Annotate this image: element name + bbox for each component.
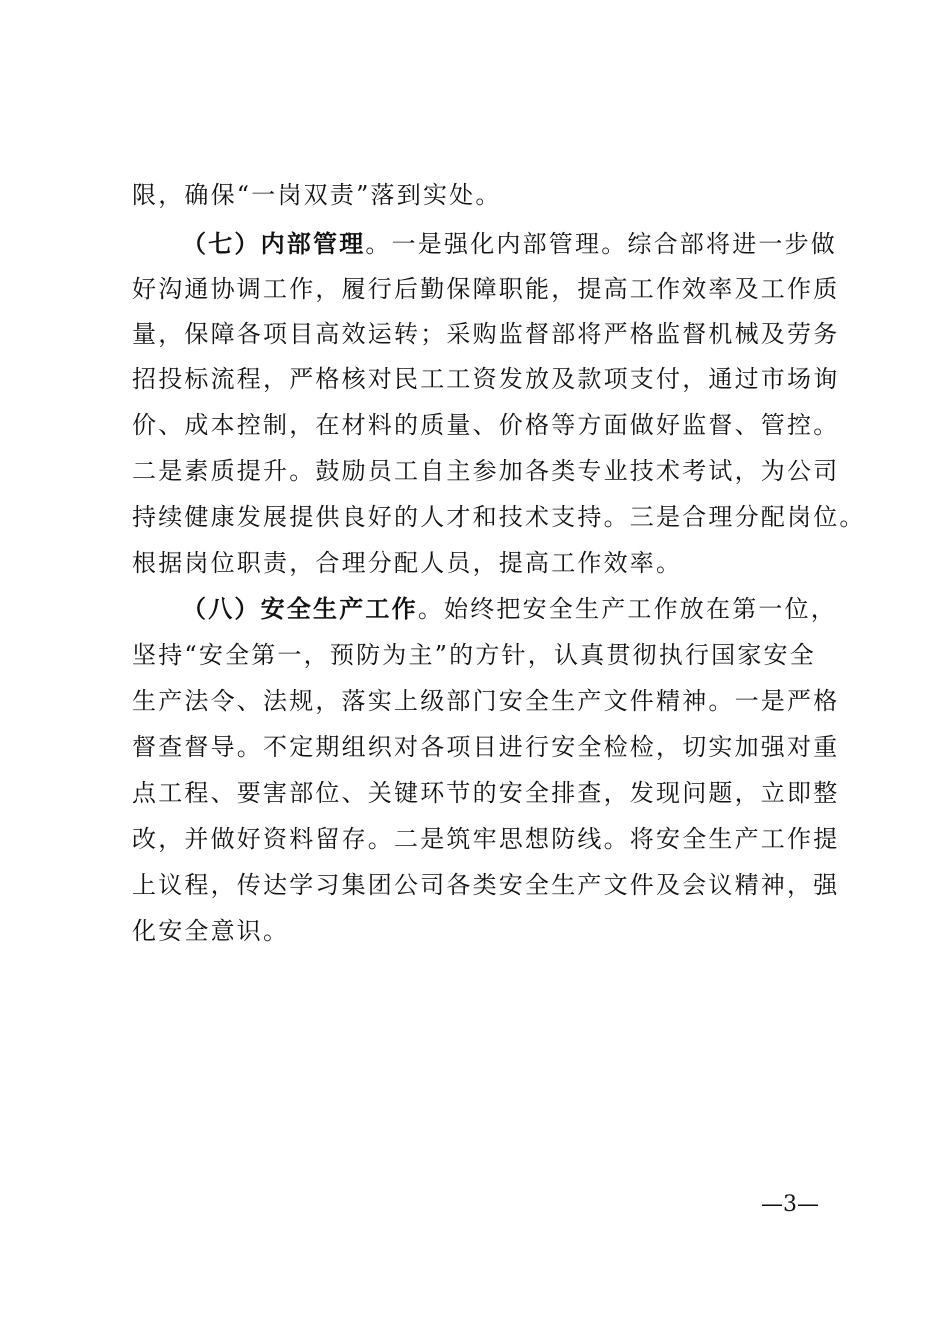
paragraph-line: 坚持“安全第一，预防为主”的方针，认真贯彻执行国家安全 xyxy=(132,641,816,669)
paragraph-line: 生产法令、法规，落实上级部门安全生产文件精神。一是严格 xyxy=(132,687,840,715)
paragraph-line: 上议程，传达学习集团公司各类安全生产文件及会议精神，强 xyxy=(132,871,840,899)
section-8-first-line xyxy=(182,592,838,626)
paragraph-line: 化安全意识。 xyxy=(132,917,290,945)
section-8-heading: （八）安全生产工作 xyxy=(182,594,418,623)
section-7-heading: （七）内部管理 xyxy=(182,229,366,258)
section-7-lead-text: 。一是强化内部管理。综合部将进一步做 xyxy=(365,230,838,258)
paragraph-line: 改，并做好资料留存。二是筑牢思想防线。将安全生产工作提 xyxy=(132,825,840,853)
paragraph-line: 根据岗位职责，合理分配人员，提高工作效率。 xyxy=(132,549,683,577)
page-number: —3— xyxy=(761,1192,819,1217)
section-8-lead-text: 。始终把安全生产工作放在第一位， xyxy=(417,595,838,623)
paragraph-line: 持续健康发展提供良好的人才和技术支持。三是合理分配岗位。 xyxy=(132,503,866,531)
paragraph-line: 价、成本控制，在材料的质量、价格等方面做好监督、管控。 xyxy=(132,411,840,439)
paragraph-line: 督查督导。不定期组织对各项目进行安全检检，切实加强对重 xyxy=(132,733,840,761)
paragraph-line: 招投标流程，严格核对民工工资发放及款项支付，通过市场询 xyxy=(132,365,840,393)
section-7-first-line xyxy=(182,227,838,261)
paragraph-line: 好沟通协调工作，履行后勤保障职能，提高工作效率及工作质 xyxy=(132,275,840,303)
paragraph-line: 量，保障各项目高效运转；采购监督部将严格监督机械及劳务 xyxy=(132,320,840,348)
paragraph-line: 限，确保“一岗双责”落到实处。 xyxy=(132,181,502,209)
paragraph-line: 点工程、要害部位、关键环节的安全排查，发现问题，立即整 xyxy=(132,779,840,807)
paragraph-line: 二是素质提升。鼓励员工自主参加各类专业技术考试，为公司 xyxy=(132,457,840,485)
